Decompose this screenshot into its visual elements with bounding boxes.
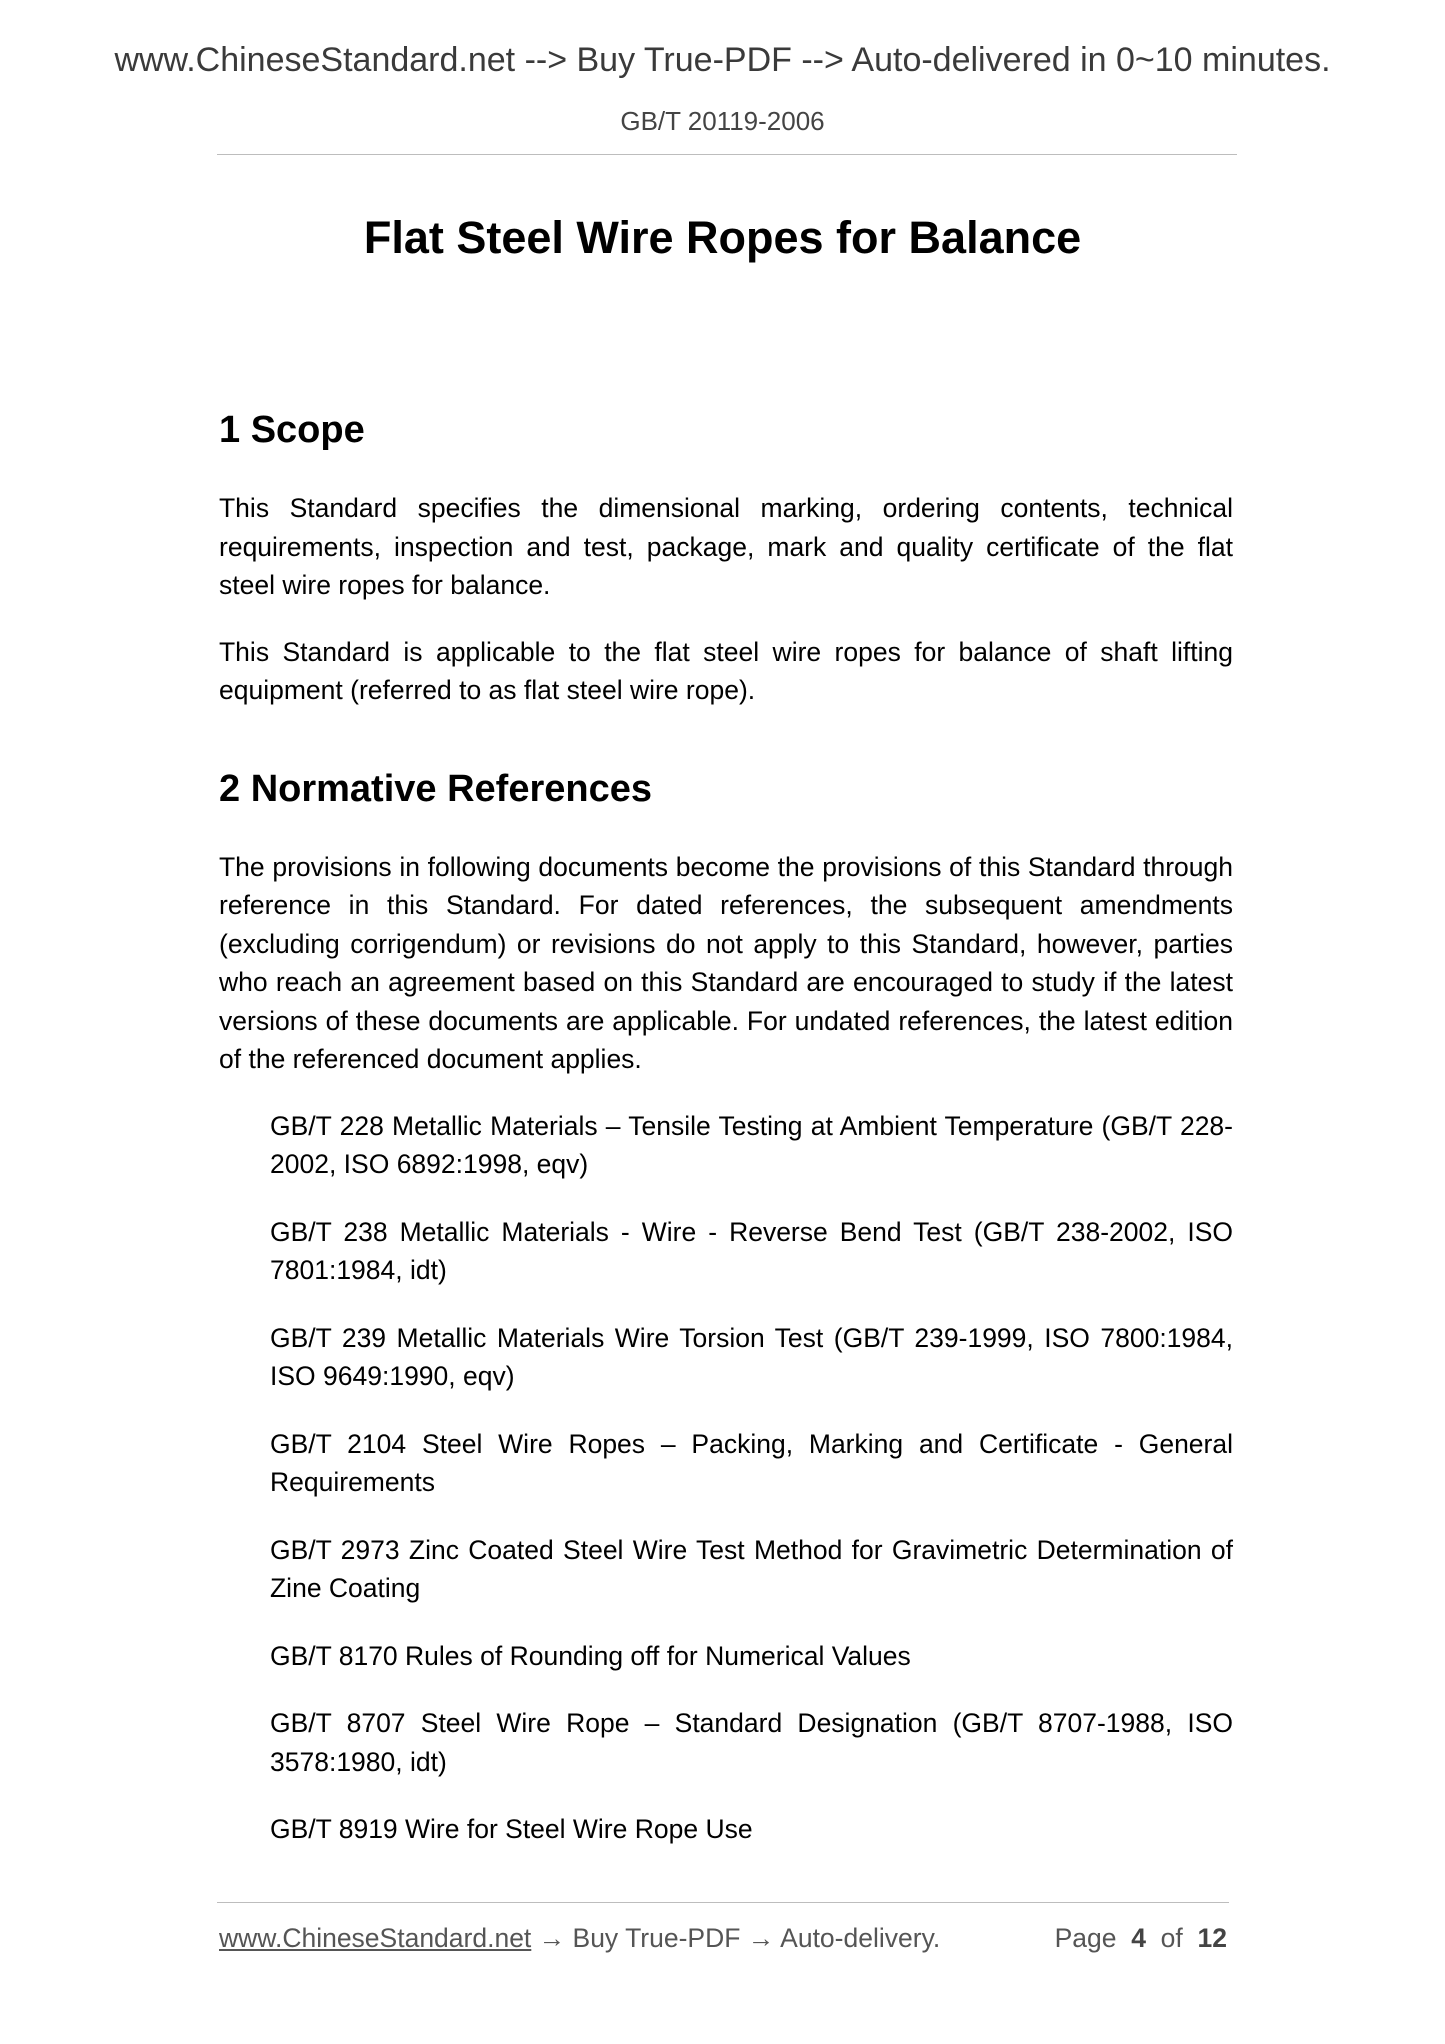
section-heading-normative-references: 2 Normative References (219, 767, 652, 810)
top-banner: www.ChineseStandard.net --> Buy True-PDF --> Auto-delivered in 0~10 minutes. (114, 41, 1331, 79)
page-total: 12 (1197, 1923, 1227, 1953)
reference-item: GB/T 228 Metallic Materials – Tensile Testing at Ambient Temperature (GB/T 228-2002, ISO 6892:1998, eqv) (270, 1110, 1233, 1179)
section-heading-scope: 1 Scope (219, 409, 365, 451)
of-label: of (1160, 1923, 1183, 1953)
footer-promo (219, 1920, 940, 1956)
document-code: GB/T 20119-2006 (620, 106, 825, 136)
page-label: Page (1054, 1923, 1117, 1953)
reference-list (219, 1107, 1233, 1849)
reference-item: GB/T 238 Metallic Materials - Wire - Reverse Bend Test (GB/T 238-2002, ISO 7801:1984, idt) (270, 1216, 1233, 1285)
scope-paragraph-2: This Standard is applicable to the flat steel wire ropes for balance of shaft lifting equipment (referred to as flat steel wire rope). (219, 636, 1233, 705)
header-divider (217, 154, 1237, 155)
footer-divider (217, 1902, 1229, 1903)
section-normative-references (219, 764, 1233, 1849)
reference-item: GB/T 8707 Steel Wire Rope – Standard Designation (GB/T 8707-1988, ISO 3578:1980, idt) (270, 1708, 1233, 1777)
reference-item: GB/T 2104 Steel Wire Ropes – Packing, Marking and Certificate - General Requirements (270, 1428, 1233, 1497)
scope-paragraph-1: This Standard specifies the dimensional marking, ordering contents, technical requirements, inspection and test, package, mark and quality certificate of the flat steel wire ropes for balance. (219, 493, 1233, 600)
document-body (219, 405, 1233, 1878)
page-indicator (1055, 1920, 1227, 1956)
reference-item: GB/T 2973 Zinc Coated Steel Wire Test Method for Gravimetric Determination of Zine Coating (270, 1534, 1233, 1603)
section-scope (219, 405, 1233, 710)
reference-item: GB/T 8919 Wire for Steel Wire Rope Use (270, 1814, 753, 1844)
references-intro-paragraph: The provisions in following documents become the provisions of this Standard through reference in this Standard. For dated references, the subsequent amendments (excluding corrigendum) or revisions do not apply to this Standard, however, parties who reach an agreement based on this Standard are encouraged to study if the latest versions of these documents are applicable. For undated references, the latest edition of the referenced document applies. (219, 851, 1233, 1074)
footer-promo-text: → Buy True-PDF → Auto-delivery. (531, 1923, 941, 1953)
reference-item: GB/T 8170 Rules of Rounding off for Numerical Values (270, 1640, 911, 1671)
footer-website-link[interactable]: www.ChineseStandard.net (219, 1923, 532, 1953)
page-number: 4 (1131, 1923, 1146, 1953)
reference-item: GB/T 239 Metallic Materials Wire Torsion Test (GB/T 239-1999, ISO 7800:1984, ISO 9649:1990, eqv) (270, 1322, 1233, 1391)
page-title: Flat Steel Wire Ropes for Balance (363, 212, 1082, 263)
